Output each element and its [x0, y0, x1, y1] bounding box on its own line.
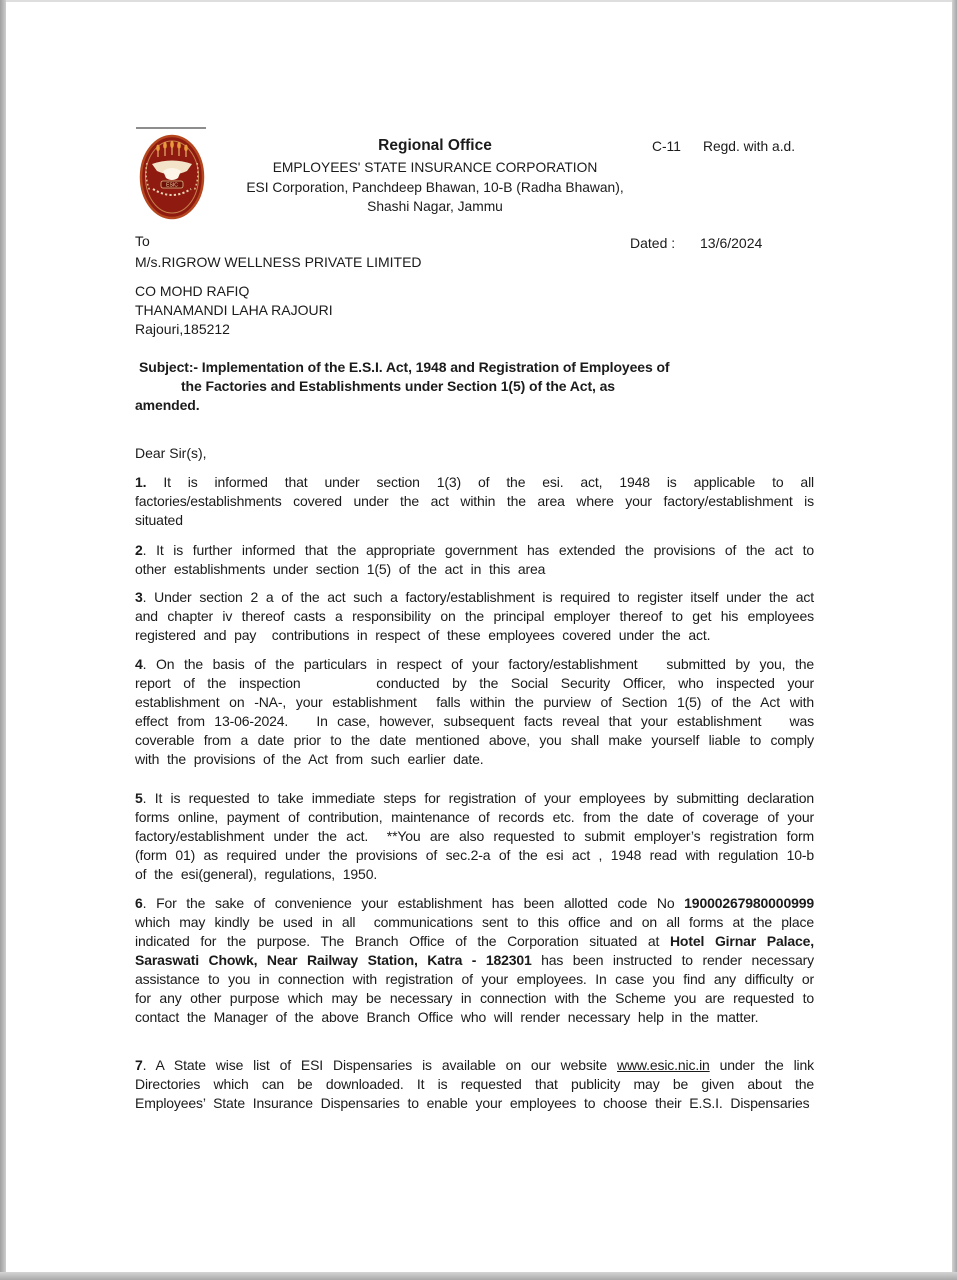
page-edge-left — [0, 0, 6, 1280]
form-code: C-11 — [652, 139, 681, 154]
recipient-care-of: CO MOHD RAFIQ — [135, 283, 250, 299]
page-edge-right — [952, 0, 957, 1280]
office-title: Regional Office — [378, 137, 492, 154]
scan-artifact-line — [136, 127, 206, 129]
letter-paragraph-2: 2. It is further informed that the appropriate government has extended the provisions of the act to other establishments under section 1(5) of the act in this area — [135, 542, 814, 577]
to-label: To — [135, 233, 150, 249]
letter-paragraph-1: 1. It is informed that under section 1(3) of the esi. act, 1948 is applicable to all factories/establishments covered under the act within the area where your factory/establishment is situated — [135, 474, 814, 528]
recipient-company: M/s.RIGROW WELLNESS PRIVATE LIMITED — [135, 254, 422, 270]
website-link[interactable]: www.esic.nic.in — [617, 1057, 710, 1073]
letter-paragraph-3: 3. Under section 2 a of the act such a factory/establishment is required to register itself under the act and chapter iv thereof casts a responsibility on the principal employer thereof to get his employees registered and pay contributions in respect of these employees covered under the act. — [135, 589, 814, 643]
subject-line-1: Subject:- Implementation of the E.S.I. Act, 1948 and Registration of Employees of — [139, 359, 670, 375]
recipient-city-pin: Rajouri,185212 — [135, 321, 230, 337]
subject-line-3: amended. — [135, 397, 200, 413]
letter-paragraph-7: 7. A State wise list of ESI Dispensaries is available on our website www.esic.nic.in under the link Directories which can be downloaded. It is requested that publicity may be given about the Employees’ State Insurance Dispensaries to enable your employees to choose their E.S.I. Dispensaries — [135, 1057, 814, 1111]
recipient-address: THANAMANDI LAHA RAJOURI — [135, 302, 333, 318]
page-edge-bottom — [0, 1272, 957, 1280]
letter-paragraph-5: 5. It is requested to take immediate steps for registration of your employees by submitting declaration forms online, payment of contribution, maintenance of records etc. from the date of coverage of your factory/establishment under the act. **You are also requested to submit employer’s registration form (form 01) as required under the provisions of sec.2-a of the esi act , 1948 read with regulation 10-b of the esi(general), regulations, 1950. — [135, 790, 814, 882]
corporation-name: EMPLOYEES' STATE INSURANCE CORPORATION — [272, 160, 598, 175]
letterhead — [155, 136, 715, 217]
office-address-line-2: Shashi Nagar, Jammu — [367, 199, 503, 214]
letter-paragraph-6: 6. For the sake of convenience your establishment has been allotted code No 19000267980000999 which may kindly be used in all communications sent to this office and on all forms at the place indicated for the purpose. The Branch Office of the Corporation situated at Hotel Girnar Palace, Saraswati Chowk, Near Railway Station, Katra - 182301 has been instructed to render necessary assistance to you in connection with registration of your employees. In case you find any difficulty or for any other purpose which may be necessary in connection with the Scheme you are requested to contact the Manager of the above Branch Office who will render necessary help in the matter. — [135, 895, 815, 1025]
letter-date: 13/6/2024 — [700, 235, 763, 251]
regd-with-ad-note: Regd. with a.d. — [703, 139, 796, 154]
dated-label: Dated : — [630, 235, 676, 251]
svg-text:ESIC: ESIC — [166, 182, 178, 189]
letter-paragraph-4: 4. On the basis of the particulars in respect of your factory/establishment submitted by you, the report of the inspection conducted by the Social Security Officer, who inspected your establishment on -NA-, your establishment falls within the purview of Section 1(5) of the Act with effect from 13-06-2024. In case, however, subsequent facts reveal that your establishment was coverable from a date prior to the date mentioned above, you shall make yourself liable to comply with the provisions of the Act from such earlier date. — [135, 656, 814, 767]
salutation: Dear Sir(s), — [135, 445, 207, 461]
page-edge-top — [0, 0, 957, 2]
subject-line-2: the Factories and Establishments under Section 1(5) of the Act, as — [181, 378, 615, 394]
office-address-line-1: ESI Corporation, Panchdeep Bhawan, 10-B (Radha Bhawan), — [246, 179, 624, 195]
